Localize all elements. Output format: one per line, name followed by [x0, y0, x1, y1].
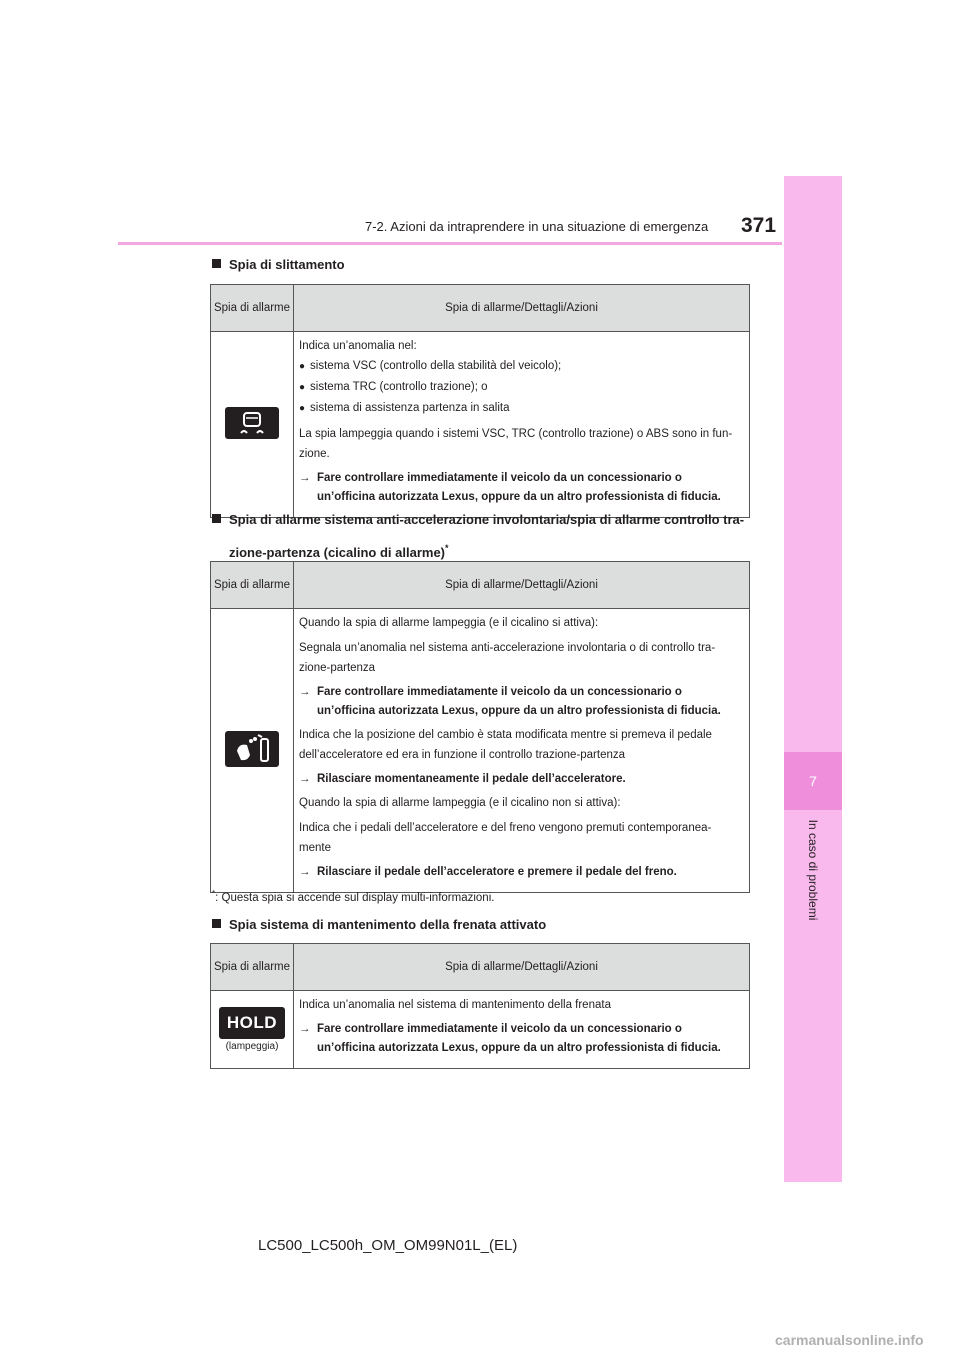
details-cell: [294, 332, 750, 518]
header-rule: [118, 242, 782, 245]
icon-caption: (lampeggia): [225, 1041, 279, 1052]
arrow-icon: →: [299, 773, 311, 785]
action-text: → Fare controllare immediatamente il veicolo da un concessionario o un’officina autorizzata Lexus, oppure da un altro professionista di fiducia.: [299, 683, 743, 721]
hold-icon: HOLD: [219, 1007, 285, 1039]
details-cell: [294, 609, 750, 893]
action-text: → Rilasciare il pedale dell’acceleratore e premere il pedale del freno.: [299, 863, 743, 882]
icon-cell: [211, 332, 294, 518]
bullet-item: ● sistema TRC (controllo trazione); o: [299, 377, 743, 398]
action-text: → Fare controllare immediatamente il veicolo da un concessionario o un’officina autorizzata Lexus, oppure da un altro professionista di fiducia.: [299, 469, 743, 507]
table-header-row: [211, 944, 750, 991]
action-text: → Fare controllare immediatamente il veicolo da un concessionario o un’officina autorizzata Lexus, oppure da un altro professionista di fiducia.: [299, 1020, 743, 1058]
description-text: Indica che la posizione del cambio è stata modificata mentre si premeva il pedale dell’acceleratore ed era in funzione il controllo trazione-partenza: [299, 729, 712, 761]
footnote: *: Questa spia si accende sul display multi-informazioni.: [212, 889, 495, 904]
table-row: [211, 332, 750, 518]
note-text: La spia lampeggia quando i sistemi VSC, TRC (controllo trazione) o ABS sono in fun-zione.: [299, 428, 733, 460]
action-text: → Rilasciare momentaneamente il pedale dell’acceleratore.: [299, 770, 743, 789]
chapter-number-tab: 7: [784, 752, 842, 810]
intro-text: Indica un’anomalia nel:: [299, 340, 417, 352]
square-bullet-icon: [212, 919, 221, 928]
section1-table: [210, 284, 750, 518]
page-number: 371: [741, 214, 777, 237]
bullet-item: ● sistema VSC (controllo della stabilità del veicolo);: [299, 356, 743, 377]
chapter-sidebar: [784, 176, 842, 1182]
icon-cell: [211, 991, 294, 1069]
header-col-icon: Spia di allarme: [211, 562, 294, 609]
description-text: Indica che i pedali dell’acceleratore e del freno vengono premuti contemporanea-mente: [299, 822, 712, 854]
table-row: [211, 991, 750, 1069]
square-bullet-icon: [212, 514, 221, 523]
table-row: [211, 609, 750, 893]
skid-car-icon: [225, 407, 279, 439]
watermark: carmanualsonline.info: [775, 1332, 924, 1348]
section3-table: [210, 943, 750, 1069]
table-header-row: [211, 285, 750, 332]
square-bullet-icon: [212, 259, 221, 268]
description-text: Indica un’anomalia nel sistema di mantenimento della frenata: [299, 999, 611, 1011]
condition-text: Quando la spia di allarme lampeggia (e il cicalino non si attiva):: [299, 797, 621, 809]
header-col-icon: Spia di allarme: [211, 285, 294, 332]
description-text: Segnala un’anomalia nel sistema anti-accelerazione involontaria o di controllo tra-zione-partenza: [299, 642, 716, 674]
arrow-icon: →: [299, 686, 311, 698]
header-col-details: Spia di allarme/Dettagli/Azioni: [294, 562, 750, 609]
section2-table: [210, 561, 750, 893]
bullet-item: ● sistema di assistenza partenza in salita: [299, 398, 743, 419]
arrow-icon: →: [299, 472, 311, 484]
condition-text: Quando la spia di allarme lampeggia (e il cicalino si attiva):: [299, 617, 599, 629]
section3-heading: Spia sistema di mantenimento della frenata attivato: [212, 914, 546, 936]
document-code: LC500_LC500h_OM_OM99N01L_(EL): [258, 1237, 518, 1254]
table-header-row: [211, 562, 750, 609]
section-title: 7-2. Azioni da intraprendere in una situazione di emergenza: [365, 219, 709, 234]
header-col-details: Spia di allarme/Dettagli/Azioni: [294, 285, 750, 332]
section1-heading: Spia di slittamento: [212, 254, 345, 276]
details-cell: [294, 991, 750, 1069]
section2-heading: Spia di allarme sistema anti-accelerazione involontaria/spia di allarme controllo tra- zione-partenza (cicalino di allarme)*: [212, 509, 744, 564]
foot-pedal-icon: [225, 731, 279, 767]
icon-cell: [211, 609, 294, 893]
header-col-icon: Spia di allarme: [211, 944, 294, 991]
header-col-details: Spia di allarme/Dettagli/Azioni: [294, 944, 750, 991]
arrow-icon: →: [299, 866, 311, 878]
arrow-icon: →: [299, 1023, 311, 1035]
chapter-label: In caso di problemi: [806, 819, 820, 921]
